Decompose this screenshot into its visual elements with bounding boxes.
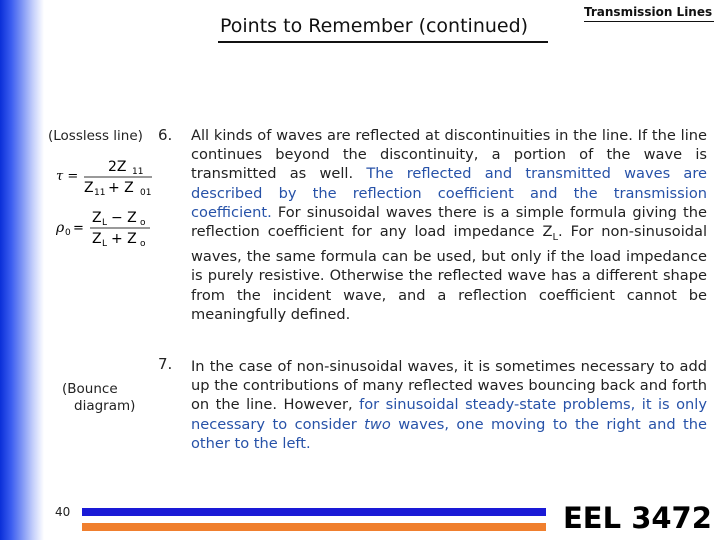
item-7-highlight-a: for sinusoidal steady-state problems, it is only necessary to consider [191,396,708,433]
item-7-text-a: In the case of non-sinusoidal waves, it is sometimes necessary to add up the contributions of many reflected waves bouncing back and forth on the line. However, [191,358,707,414]
tau-denominator-a-sub: 11 [94,188,106,198]
rho-numerator-sub: L [102,218,108,228]
item-6-text-a: All kinds of waves are reflected at discontinuities in the line. If the line continues beyond the discontinuity, a portion of the wave is transmitted as well. [191,127,707,183]
tau-denominator-b: + Z [108,180,134,196]
item-6-paragraph [191,126,707,324]
left-gradient-bar [0,0,44,540]
item-6-subscript: L [552,231,559,243]
rho-numerator-sub2: o [140,218,146,228]
tau-denominator-b-sub: 01 [140,188,152,198]
side-label-lossless: (Lossless line) [48,128,143,144]
rho-subscript: 0 [65,228,71,238]
slide-title: Points to Remember (continued) [220,15,529,37]
item-7-paragraph [191,357,707,453]
tau-denominator-a: Z [84,180,94,196]
item-6-text-b: For sinusoidal waves there is a simple formula giving the reflection coefficient for any load impedance Z [191,203,707,241]
item-number-6: 6. [158,126,173,144]
course-code: EEL 3472 [563,501,712,535]
rho-denominator-op: + Z [111,231,137,247]
rho-denominator-sub2: o [140,239,146,249]
rho-denominator-sub: L [102,239,108,249]
rho-symbol: ρ [56,220,65,236]
item-6-highlight: The reflected and transmitted waves are described by the reflection coefficient and the transmission coefficient. [191,165,707,221]
item-7-highlight-b: waves, one moving to the right and the other to the left. [191,415,708,452]
item-number-7: 7. [158,355,173,373]
tau-numerator-sub: 11 [132,167,144,177]
coefficient-formulas [56,152,186,252]
rho-numerator: Z [92,210,102,226]
course-topic-label: Transmission Lines [584,5,713,19]
tau-numerator: 2Z [108,159,127,175]
topic-underline [584,21,714,22]
tau-lhs: τ = [56,169,79,184]
footer-orange-bar [82,523,546,531]
item-7-italic: two [364,415,391,433]
rho-equals: = [73,221,84,236]
footer-blue-bar [82,508,546,516]
page-number: 40 [55,505,71,519]
title-underline [218,41,548,43]
item-6-text-c: . For non-sinusoidal waves, the same formula can be used, but only if the load impedance is purely resistive. Otherwise the reflected wave has a different shape from the incident wave, and a reflection coefficient cannot be meaningfully defined. [191,223,708,323]
side-label-diagram: diagram) [74,398,136,414]
rho-numerator-op: − Z [111,210,137,226]
side-label-bounce: (Bounce [62,381,118,397]
rho-denominator: Z [92,231,102,247]
